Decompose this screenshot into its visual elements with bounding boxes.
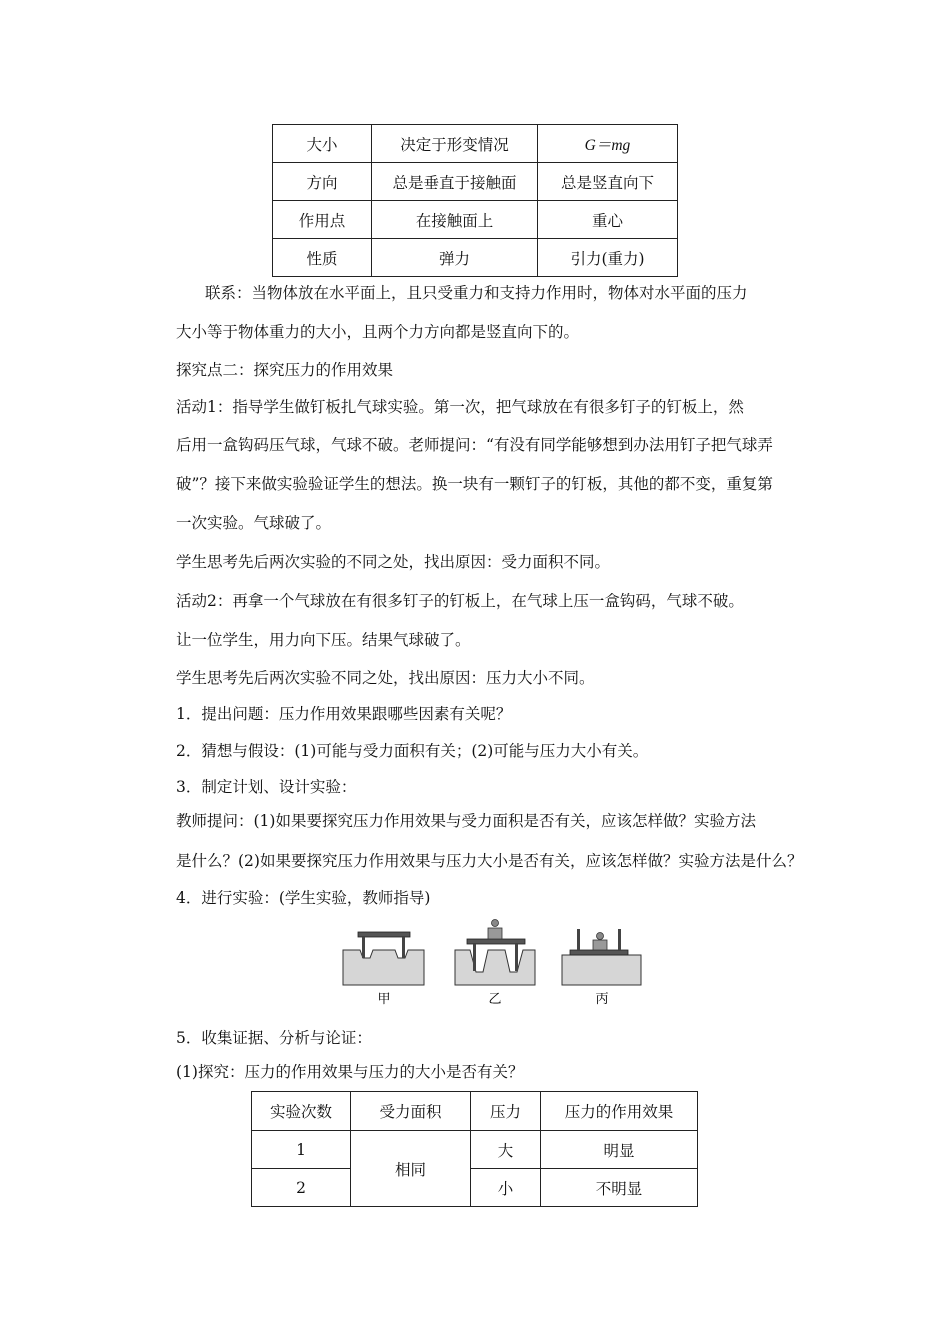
table1-cell: 作用点 (273, 201, 372, 239)
table2-header: 压力 (471, 1092, 541, 1131)
table2-cell: 不明显 (541, 1169, 698, 1207)
numbered-item: 4．进行实验：(学生实验，教师指导) (176, 889, 431, 907)
table1-cell: 大小 (273, 125, 372, 163)
numbered-item: 1．提出问题：压力作用效果跟哪些因素有关呢？ (176, 705, 512, 723)
table1-cell: G＝mg (538, 125, 678, 163)
paragraph-line: 是什么？(2)如果要探究压力作用效果与压力大小是否有关，应该怎样做？实验方法是什么？ (176, 852, 803, 870)
table1-cell: 在接触面上 (372, 201, 538, 239)
table1-cell: 重心 (538, 201, 678, 239)
table1-cell: 弹力 (372, 239, 538, 277)
figure-caption: 乙 (488, 992, 502, 1007)
paragraph-line: 活动2：再拿一个气球放在有很多钉子的钉板上，在气球上压一盒钩码，气球不破。 (176, 592, 744, 610)
paragraph-line: 学生思考先后两次实验不同之处，找出原因：压力大小不同。 (176, 669, 595, 687)
numbered-item: 5．收集证据、分析与论证： (176, 1029, 372, 1047)
paragraph-line: 学生思考先后两次实验的不同之处，找出原因：受力面积不同。 (176, 553, 611, 571)
table2-cell: 1 (252, 1131, 351, 1169)
table1-cell: 总是竖直向下 (538, 163, 678, 201)
paragraph-line: 一次实验。气球破了。 (176, 514, 332, 532)
numbered-item: 2．猜想与假设：(1)可能与受力面积有关；(2)可能与压力大小有关。 (176, 742, 649, 760)
section-heading: 探究点二：探究压力的作用效果 (176, 361, 394, 379)
figure-caption: 甲 (377, 992, 391, 1007)
pressure-experiment-figure (340, 915, 645, 1010)
table1-cell: 方向 (273, 163, 372, 201)
table1-cell: 总是垂直于接触面 (372, 163, 538, 201)
figure-caption: 丙 (595, 992, 609, 1007)
force-comparison-table (272, 124, 678, 277)
table2-cell: 小 (471, 1169, 541, 1207)
numbered-item: 3．制定计划、设计实验： (176, 778, 357, 796)
paragraph-line: 活动1：指导学生做钉板扎气球实验。第一次，把气球放在有很多钉子的钉板上，然 (176, 398, 744, 416)
table1-cell: 引力(重力) (538, 239, 678, 277)
paragraph-line: 后用一盒钩码压气球，气球不破。老师提问：“有没有同学能够想到办法用钉子把气球弄 (176, 436, 773, 454)
paragraph-line: 破”？接下来做实验验证学生的想法。换一块有一颗钉子的钉板，其他的都不变，重复第 (176, 475, 773, 493)
table2-cell: 2 (252, 1169, 351, 1207)
paragraph-line: 大小等于物体重力的大小，且两个力方向都是竖直向下的。 (176, 323, 580, 341)
figure-jia (343, 932, 424, 1007)
figure-yi (455, 920, 535, 1008)
figure-bing (562, 929, 641, 1007)
paragraph-line: 让一位学生，用力向下压。结果气球破了。 (176, 631, 471, 649)
table2-header: 实验次数 (252, 1092, 351, 1131)
table2-cell: 明显 (541, 1131, 698, 1169)
table2-header: 压力的作用效果 (541, 1092, 698, 1131)
experiment-results-table (251, 1091, 698, 1207)
table2-header: 受力面积 (351, 1092, 471, 1131)
table2-cell: 大 (471, 1131, 541, 1169)
table1-cell: 决定于形变情况 (372, 125, 538, 163)
paragraph-line: (1)探究：压力的作用效果与压力的大小是否有关？ (176, 1063, 524, 1081)
table1-cell: 性质 (273, 239, 372, 277)
paragraph-line: 联系：当物体放在水平面上，且只受重力和支持力作用时，物体对水平面的压力 (205, 284, 748, 302)
paragraph-line: 教师提问：(1)如果要探究压力作用效果与受力面积是否有关，应该怎样做？实验方法 (176, 812, 756, 830)
table2-cell: 相同 (351, 1131, 471, 1207)
